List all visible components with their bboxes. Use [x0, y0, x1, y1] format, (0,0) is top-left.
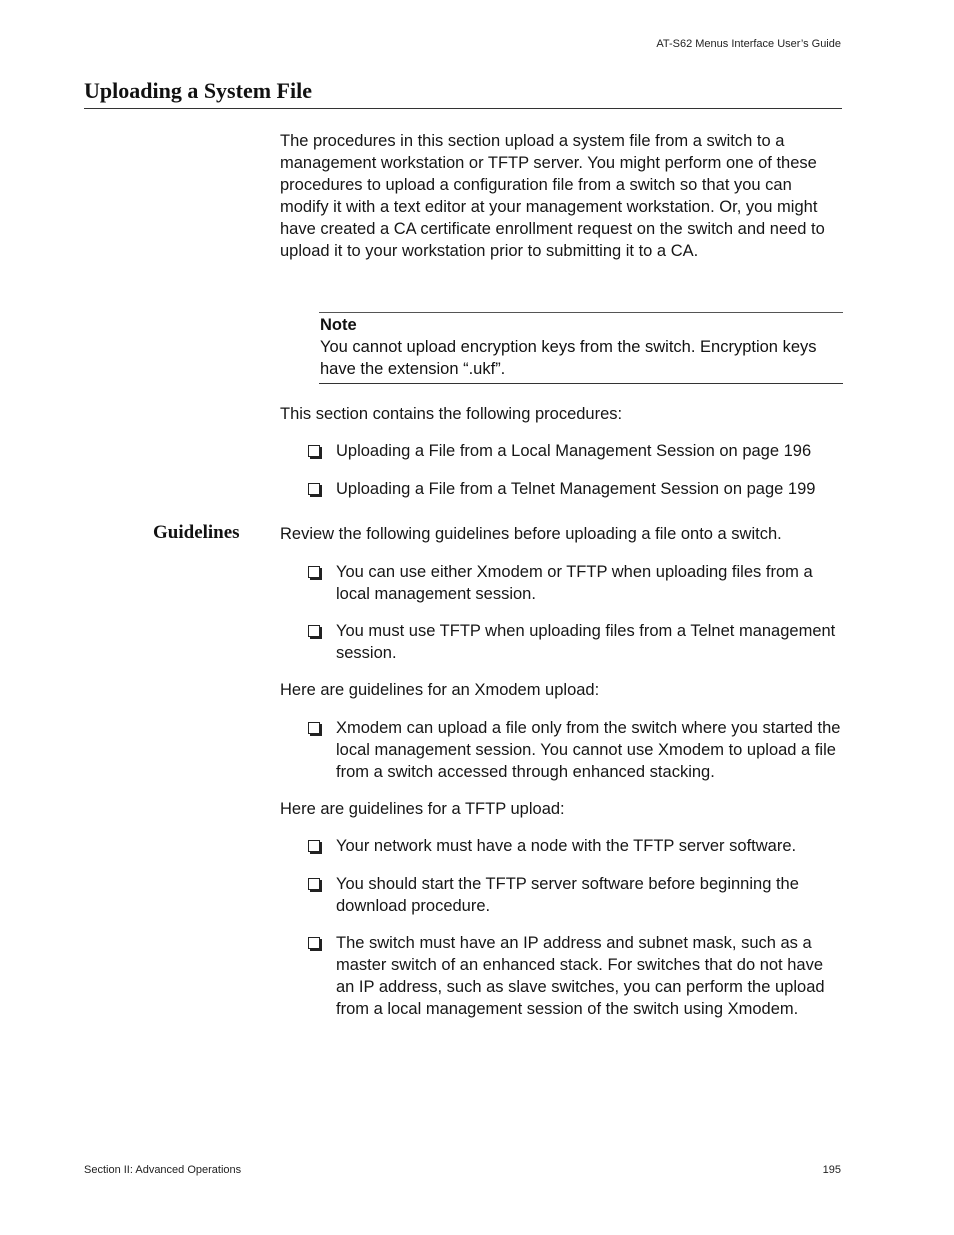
- running-header: AT-S62 Menus Interface User’s Guide: [656, 38, 841, 50]
- checkbox-bullet-icon: [308, 625, 320, 637]
- list-item: [308, 717, 842, 783]
- section-title: Uploading a System File: [84, 78, 842, 109]
- checkbox-bullet-icon: [308, 722, 320, 734]
- checkbox-bullet-icon: [308, 483, 320, 495]
- guideline-text: You can use either Xmodem or TFTP when uploading files from a local management session.: [336, 563, 813, 603]
- intro-paragraph: The procedures in this section upload a system file from a switch to a management workstation or TFTP server. You might perform one of these procedures to upload a configuration file from a switch so that you can modify it with a text editor at your management workstation. Or, you might have created a CA certificate enrollment request on the switch and need to upload it to your workstation prior to submitting it to a CA.: [280, 132, 825, 260]
- list-item: [308, 440, 842, 462]
- list-item: [308, 932, 842, 1020]
- checkbox-bullet-icon: [308, 840, 320, 852]
- note-body: You cannot upload encryption keys from the switch. Encryption keys have the extension “.ukf”.: [320, 338, 817, 378]
- checkbox-bullet-icon: [308, 937, 320, 949]
- checkbox-bullet-icon: [308, 878, 320, 890]
- list-item: [308, 478, 842, 500]
- checkbox-bullet-icon: [308, 445, 320, 457]
- guideline-text: You must use TFTP when uploading files from a Telnet management session.: [336, 622, 836, 662]
- guideline-text: You should start the TFTP server software before beginning the download procedure.: [336, 875, 799, 915]
- guideline-text: The switch must have an IP address and subnet mask, such as a master switch of an enhanced stack. For switches that do not have an IP address, such as slave switches, you can perform the upload from a local management session of the switch using Xmodem.: [336, 934, 825, 1018]
- checkbox-bullet-icon: [308, 566, 320, 578]
- note-box: [319, 312, 843, 384]
- note-title: Note: [320, 316, 357, 334]
- list-item: [308, 835, 842, 857]
- procedure-link-local[interactable]: Uploading a File from a Local Management Session on page 196: [336, 442, 812, 460]
- list-item: [308, 873, 842, 917]
- xmodem-lead: Here are guidelines for an Xmodem upload:: [280, 681, 600, 699]
- procedure-link-telnet[interactable]: Uploading a File from a Telnet Management Session on page 199: [336, 480, 816, 498]
- footer-section: Section II: Advanced Operations: [84, 1164, 242, 1176]
- guidelines-lead: Review the following guidelines before uploading a file onto a switch.: [280, 525, 782, 543]
- list-item: [308, 561, 842, 605]
- list-item: [308, 620, 842, 664]
- tftp-lead: Here are guidelines for a TFTP upload:: [280, 800, 565, 818]
- guideline-text: Xmodem can upload a file only from the switch where you started the local management session. You cannot use Xmodem to upload a file from a switch accessed through enhanced stacking.: [336, 719, 841, 781]
- page-number: 195: [822, 1164, 841, 1176]
- guideline-text: Your network must have a node with the TFTP server software.: [336, 837, 797, 855]
- procedures-lead: This section contains the following procedures:: [280, 405, 623, 423]
- guidelines-heading: Guidelines: [153, 522, 240, 543]
